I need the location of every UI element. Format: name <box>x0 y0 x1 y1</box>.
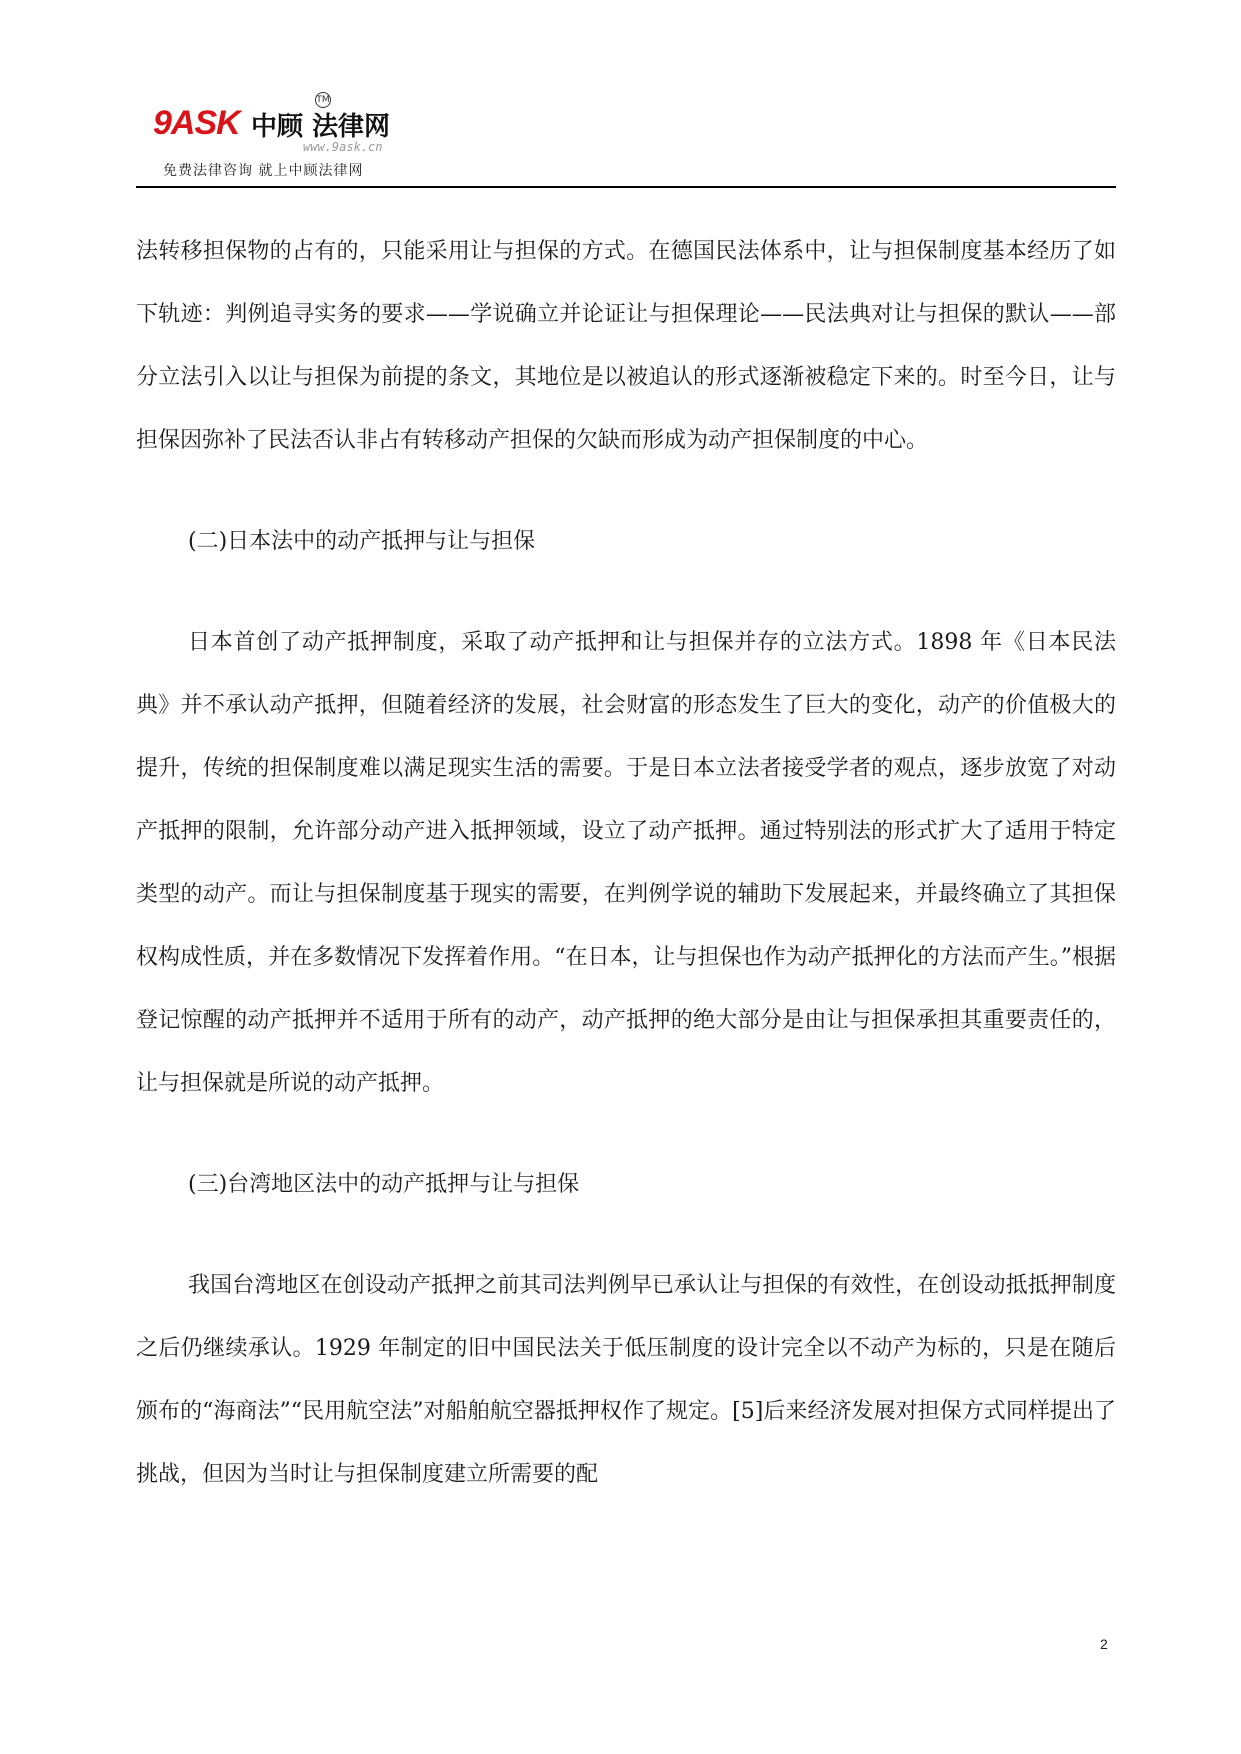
logo-url: www.9ask.cn <box>303 140 383 154</box>
section-heading-3: (三)台湾地区法中的动产抵押与让与担保 <box>188 1172 580 1197</box>
spacer <box>136 573 1116 611</box>
paragraph-2: 日本首创了动产抵押制度，采取了动产抵押和让与担保并存的立法方式。1898 年《日本民法典》并不承认动产抵押，但随着经济的发展，社会财富的形态发生了巨大的变化，动产的价值极大的提升，传统的担保制度难以满足现实生活的需要。于是日本立法者接受学者的观点，逐步放宽了对动产抵押的限制，允许部分动产进入抵押领域，设立了动产抵押。通过特别法的形式扩大了适用于特定类型的动产。而让与担保制度基于现实的需要，在判例学说的辅助下发展起来，并最终确立了其担保权构成性质，并在多数情况下发挥着作用。“在日本，让与担保也作为动产抵押化的方法而产生。”根据登记惊醒的动产抵押并不适用于所有的动产，动产抵押的绝大部分是由让与担保承担其重要责任的，让与担保就是所说的动产抵押。 <box>136 630 1116 1096</box>
page-header <box>136 95 1116 190</box>
spacer <box>136 1115 1116 1153</box>
trademark-icon: TM <box>315 92 331 108</box>
page-number: 2 <box>1100 1636 1108 1652</box>
spacer <box>136 1216 1116 1254</box>
paragraph-3: 我国台湾地区在创设动产抵押之前其司法判例早已承认让与担保的有效性，在创设动抵抵押制度之后仍继续承认。1929 年制定的旧中国民法关于低压制度的设计完全以不动产为标的，只是在随后颁布的“海商法”“民用航空法”对船舶航空器抵押权作了规定。[5]后来经济发展对担保方式同样提出了挑战，但因为当时让与担保制度建立所需要的配 <box>136 1273 1116 1487</box>
logo-tagline: 免费法律咨询 就上中顾法律网 <box>163 163 364 179</box>
site-logo <box>153 95 423 190</box>
header-divider <box>136 186 1116 188</box>
logo-mark: 9ASK <box>153 104 240 142</box>
section-heading-2: (二)日本法中的动产抵押与让与担保 <box>188 529 536 554</box>
spacer <box>136 472 1116 510</box>
paragraph-1: 法转移担保物的占有的，只能采用让与担保的方式。在德国民法体系中，让与担保制度基本经历了如下轨迹：判例追寻实务的要求——学说确立并论证让与担保理论——民法典对让与担保的默认——部分立法引入以让与担保为前提的条文，其地位是以被追认的形式逐渐被稳定下来的。时至今日，让与担保因弥补了民法否认非占有转移动产担保的欠缺而形成为动产担保制度的中心。 <box>136 239 1116 453</box>
logo-name: 中顾 法律网 <box>251 112 391 142</box>
document-body <box>136 220 1116 1506</box>
